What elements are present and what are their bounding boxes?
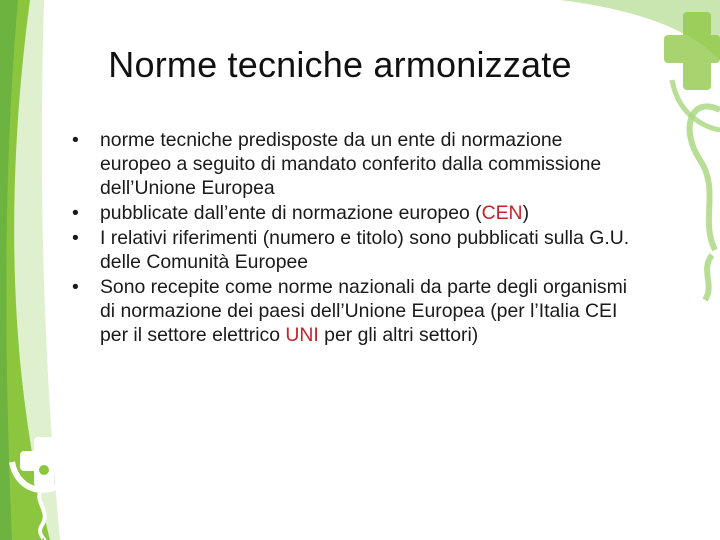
top-right-serpent-icon <box>690 106 720 300</box>
bullet-text: norme tecniche predisposte da un ente di normazione europeo a seguito di mandato conferito dalla commissione dell’Unione Europea <box>100 129 602 199</box>
bullet-accent-uni: UNI <box>285 324 319 346</box>
bullet-item-4 <box>72 275 632 347</box>
bullet-item-3 <box>72 226 632 274</box>
bullet-list <box>72 128 632 348</box>
bullet-item-1 <box>72 128 632 200</box>
bullet-dot: • <box>72 227 79 249</box>
bullet-dot: • <box>72 129 79 151</box>
bullet-accent-cen: CEN <box>481 202 523 224</box>
bullet-dot: • <box>72 276 79 298</box>
bullet-text: I relativi riferimenti (numero e titolo) sono pubblicati sulla G.U. delle Comunità Europee <box>100 227 630 273</box>
bullet-item-2 <box>72 201 632 225</box>
bullet-text-tail: ) <box>522 202 530 224</box>
bullet-text-tail: per gli altri settori) <box>318 324 479 346</box>
bullet-dot: • <box>72 202 79 224</box>
slide-title: Norme tecniche armonizzate <box>108 44 572 85</box>
bullet-text: Sono recepite come norme nazionali da parte degli organismi di normazione dei paesi dell’Unione Europea (per l’Italia CEI per il settore elettrico <box>100 276 628 346</box>
bullet-text: pubblicate dall’ente di normazione europeo ( <box>100 202 482 224</box>
